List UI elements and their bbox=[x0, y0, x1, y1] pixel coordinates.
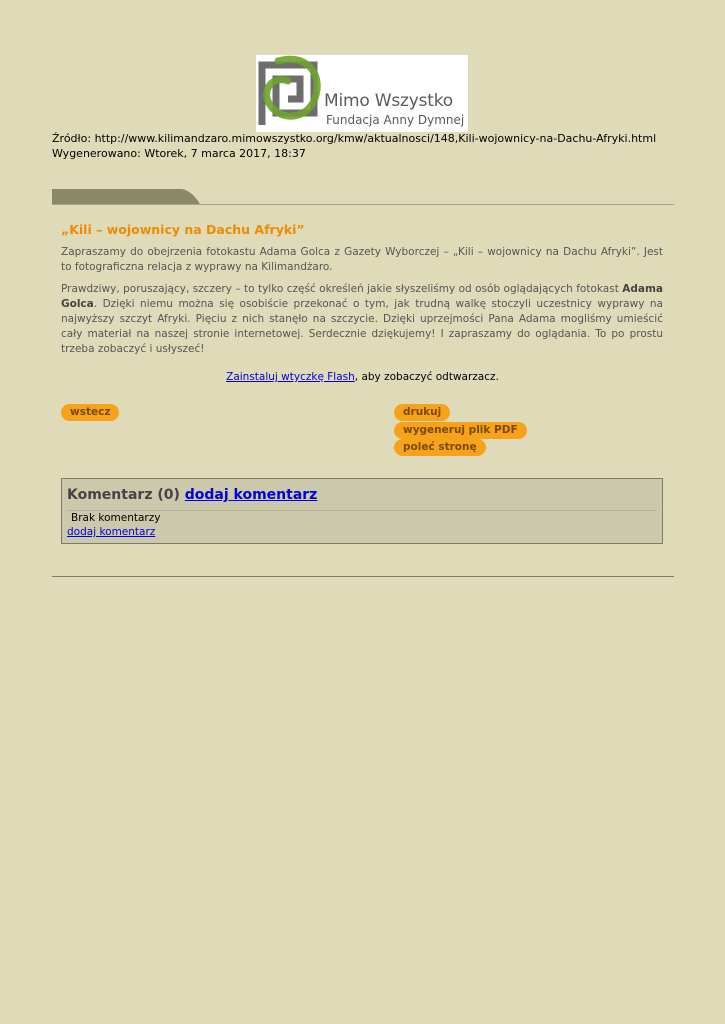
article-paragraph-1: Zapraszamy do obejrzenia fotokastu Adama Golca z Gazety Wyborczej – „Kili – wojownicy na Dachu Afryki”. Jest to fotograficzna relacja z wyprawy na Kilimandżaro. bbox=[61, 246, 663, 273]
generate-pdf-button[interactable]: wygeneruj plik PDF bbox=[394, 422, 527, 439]
comments-heading bbox=[67, 487, 317, 503]
add-comment-header-link[interactable]: dodaj komentarz bbox=[184, 487, 318, 503]
back-button[interactable]: wstecz bbox=[61, 404, 119, 421]
article bbox=[61, 222, 663, 364]
comments-box bbox=[61, 478, 663, 544]
footer-divider bbox=[52, 576, 674, 577]
install-flash-link[interactable]: Zainstaluj wtyczkę Flash bbox=[226, 371, 355, 383]
comments-separator bbox=[67, 510, 657, 511]
generated-date: Wygenerowano: Wtorek, 7 marca 2017, 18:37 bbox=[52, 147, 306, 160]
article-paragraph-2 bbox=[61, 282, 663, 357]
tab-corner-shape bbox=[170, 189, 200, 204]
section-divider bbox=[52, 204, 674, 205]
recommend-page-button[interactable]: poleć stronę bbox=[394, 439, 486, 456]
source-url: Źródło: http://www.kilimandzaro.mimowszystko.org/kmw/aktualnosci/148,Kili-wojownicy-na-Dachu-Afryki.html bbox=[52, 132, 657, 145]
print-button[interactable]: drukuj bbox=[394, 404, 450, 421]
page-meta bbox=[52, 131, 656, 161]
author-name: Adama Golca bbox=[61, 283, 663, 310]
foundation-logo bbox=[256, 55, 468, 132]
paragraph-2-start: Prawdziwy, poruszający, szczery – to tylko część określeń jakie słyszeliśmy od osób oglądających fotokast bbox=[61, 283, 623, 295]
paragraph-2-end: . Dzięki niemu można się osobiście przekonać o tym, jak trudną walkę stoczyli uczestnicy wyprawy na najwyższy szczyt Afryki. Pięciu z nich stanęło na szczycie. Dzięki uprzejmości Pana Adama mogliśmy umieścić cały materiał na naszej stronie internetowej. Serdecznie dziękujemy! I zapraszamy do oglądania. To po prostu trzeba zobaczyć i usłyszeć! bbox=[61, 298, 663, 355]
flash-notice-text: , aby zobaczyć odtwarzacz. bbox=[354, 371, 499, 383]
spiral-logo-icon bbox=[256, 55, 324, 132]
no-comments-text: Brak komentarzy bbox=[71, 512, 161, 524]
section-tab bbox=[52, 189, 170, 204]
add-comment-link[interactable]: dodaj komentarz bbox=[67, 526, 156, 538]
logo-name: Mimo Wszystko bbox=[324, 91, 453, 111]
article-title: „Kili – wojownicy na Dachu Afryki” bbox=[61, 222, 305, 237]
comments-count: Komentarz (0) bbox=[67, 487, 180, 503]
section-tab-bar bbox=[52, 189, 674, 205]
logo-subtitle: Fundacja Anny Dymnej bbox=[326, 113, 465, 127]
flash-notice bbox=[0, 371, 725, 383]
